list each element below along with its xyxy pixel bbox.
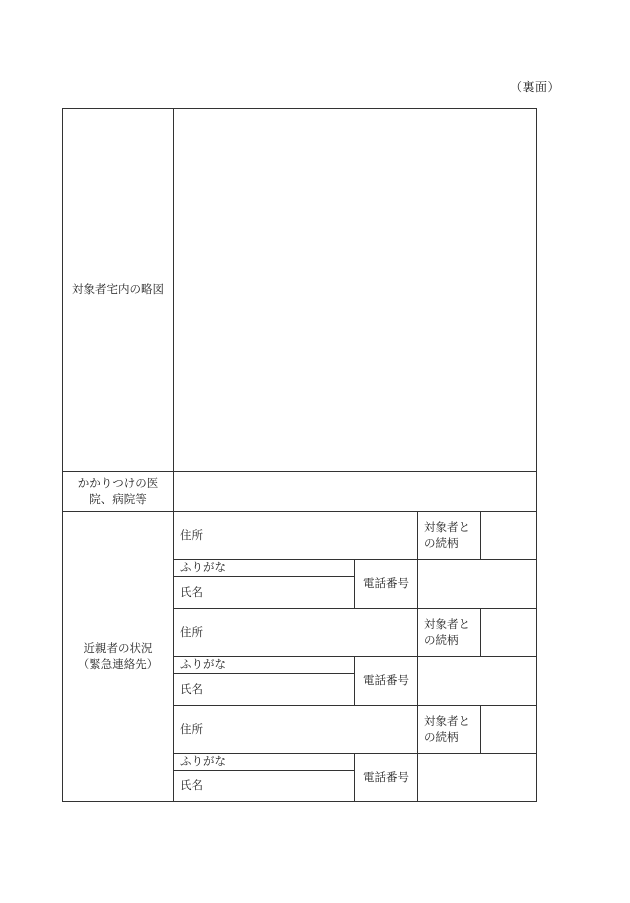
relative-1-address-row xyxy=(63,512,537,560)
relative-1-relation-line-1: 対象者と xyxy=(424,519,470,534)
relative-1-phone-label: 電話番号 xyxy=(355,560,418,609)
relative-1-phone-field[interactable] xyxy=(418,560,537,609)
floor-plan-area[interactable] xyxy=(174,109,537,472)
relative-3-relation-line-1: 対象者と xyxy=(424,713,470,728)
relative-3-address-label: 住所 xyxy=(180,721,203,736)
relative-1-relation-label xyxy=(418,512,481,560)
relatives-label-line-2: （緊急連絡先） xyxy=(77,656,159,671)
relative-2-furigana-label: ふりがな xyxy=(180,657,226,672)
relative-3-relation-label xyxy=(418,706,481,754)
relative-2-address-field[interactable] xyxy=(174,609,418,657)
floor-plan-row xyxy=(63,109,537,472)
doctor-label xyxy=(63,472,174,512)
relative-1-name-field[interactable] xyxy=(174,577,355,609)
emergency-info-form xyxy=(62,108,537,802)
relative-2-phone-field[interactable] xyxy=(418,657,537,706)
relative-1-address-label: 住所 xyxy=(180,527,203,542)
doctor-row xyxy=(63,472,537,512)
relative-3-address-field[interactable] xyxy=(174,706,418,754)
doctor-label-line-2: 院、病院等 xyxy=(89,491,147,506)
relative-1-relation-line-2: の続柄 xyxy=(424,535,459,550)
relative-1-name-label: 氏名 xyxy=(180,584,203,599)
relative-2-address-label: 住所 xyxy=(180,624,203,639)
relative-2-furigana-field[interactable] xyxy=(174,657,355,674)
relative-3-name-label: 氏名 xyxy=(180,778,203,793)
relative-2-relation-line-2: の続柄 xyxy=(424,632,459,647)
relative-3-furigana-field[interactable] xyxy=(174,754,355,771)
relative-3-relation-line-2: の続柄 xyxy=(424,729,459,744)
doctor-label-line-1: かかりつけの医 xyxy=(77,475,159,490)
relative-2-relation-label xyxy=(418,609,481,657)
relatives-label xyxy=(63,512,174,802)
doctor-field[interactable] xyxy=(174,472,537,512)
relative-3-furigana-label: ふりがな xyxy=(180,754,226,769)
relative-2-name-label: 氏名 xyxy=(180,681,203,696)
relative-3-relation-field[interactable] xyxy=(481,706,537,754)
relatives-label-line-1: 近親者の状況 xyxy=(83,640,153,655)
relative-3-phone-label: 電話番号 xyxy=(355,754,418,802)
relative-2-relation-field[interactable] xyxy=(481,609,537,657)
relative-1-furigana-label: ふりがな xyxy=(180,560,226,575)
relative-2-name-field[interactable] xyxy=(174,674,355,706)
relative-2-phone-label: 電話番号 xyxy=(355,657,418,706)
relative-3-name-field[interactable] xyxy=(174,771,355,802)
floor-plan-label: 対象者宅内の略図 xyxy=(63,109,174,472)
relative-1-furigana-field[interactable] xyxy=(174,560,355,577)
relative-1-relation-field[interactable] xyxy=(481,512,537,560)
relative-1-address-field[interactable] xyxy=(174,512,418,560)
relative-2-relation-line-1: 対象者と xyxy=(424,616,470,631)
page-side-label: （裏面） xyxy=(509,80,560,94)
relative-3-phone-field[interactable] xyxy=(418,754,537,802)
